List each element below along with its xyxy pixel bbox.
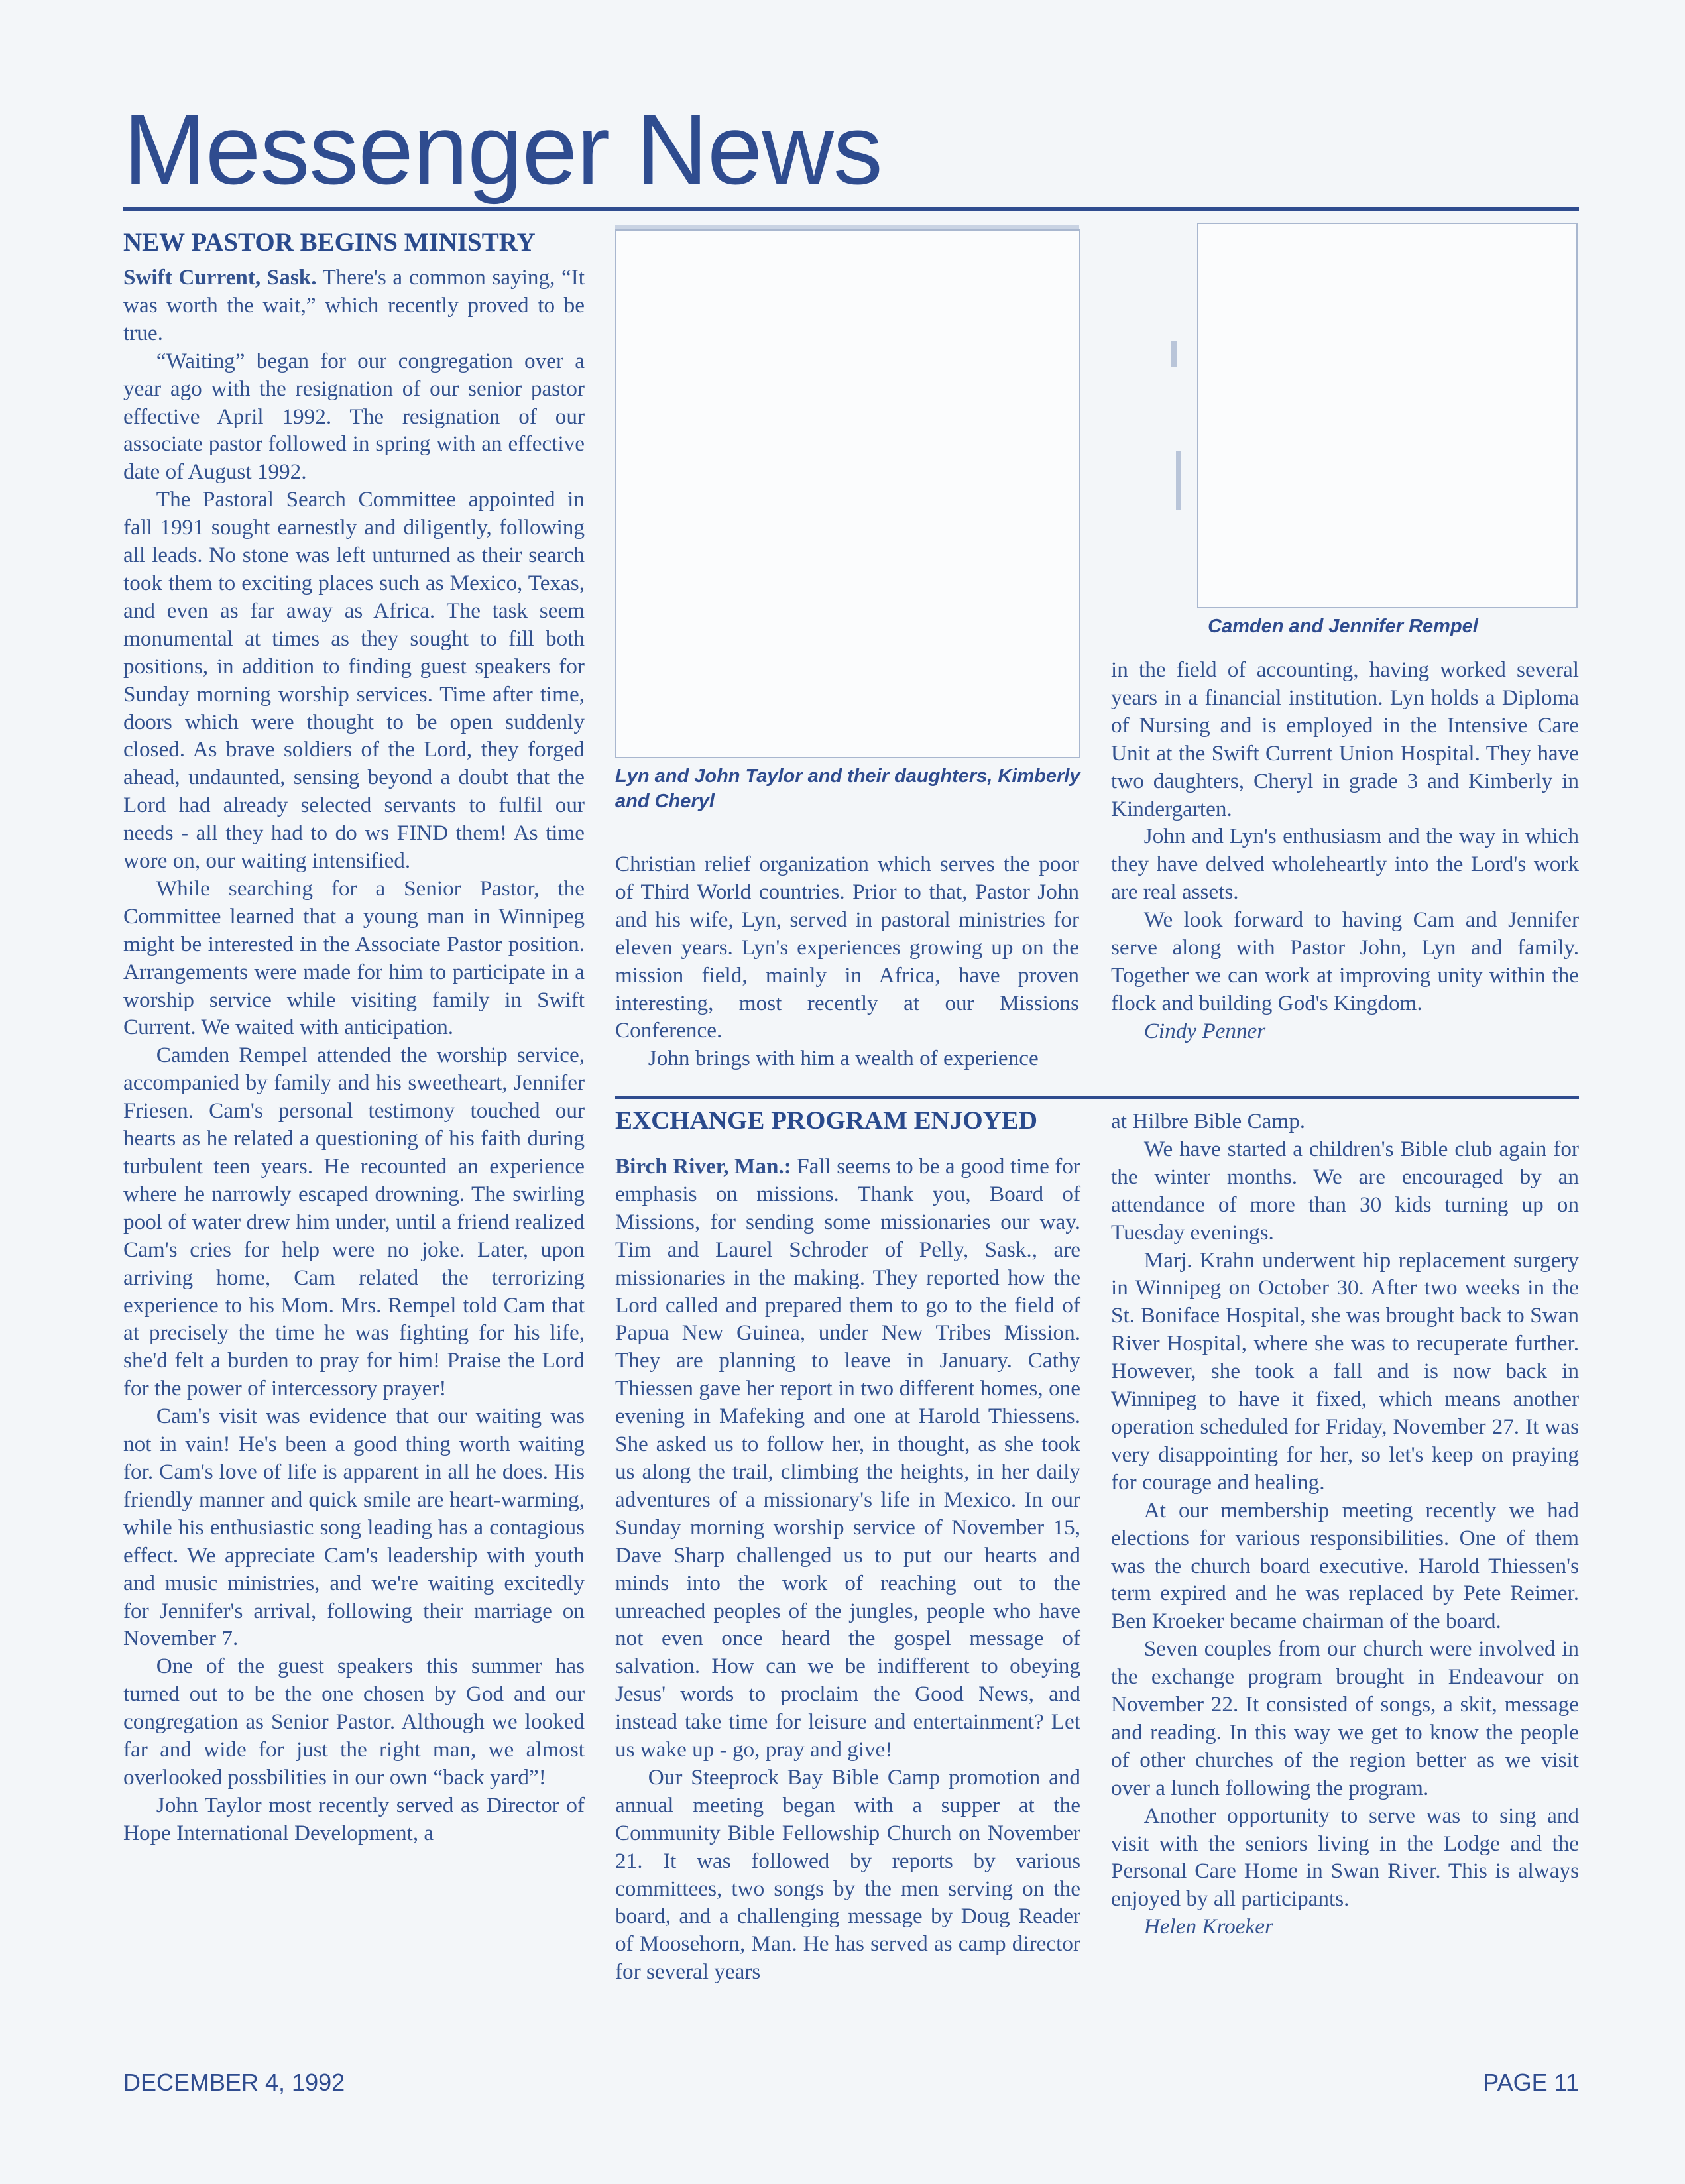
article1-column2	[615, 850, 1079, 1072]
article2-column3	[1111, 1108, 1579, 1941]
photo2-caption: Camden and Jennifer Rempel	[1208, 616, 1478, 637]
article1-headline: NEW PASTOR BEGINS MINISTRY	[123, 228, 536, 257]
photo-taylor-family	[615, 229, 1080, 758]
article2-paragraph: Seven couples from our church were involved in the exchange program brought in Endeavour on November 22. It consisted of songs, a skit, message and reading. In this way we get to know the people of other churches of the region better as we visit over a lunch following the program.	[1111, 1637, 1579, 1800]
article-divider-rule	[615, 1096, 1579, 1099]
article2-signature: Helen Kroeker	[1143, 1914, 1273, 1939]
footer-page-number: PAGE 11	[1483, 2069, 1579, 2096]
article2-dateline: Birch River, Man.:	[615, 1154, 791, 1178]
article1-paragraph: John Taylor most recently served as Director of Hope International Development, a	[123, 1792, 585, 1845]
article1-paragraph: Camden Rempel attended the worship service, accompanied by family and his sweetheart, Jennifer Friesen. Cam's personal testimony touched our hearts as he related a questioning of his faith during turbulent teen years. He recounted an experience where he narrowly escaped drowning. The swirling pool of water drew him under, until a friend realized Cam's cries for help were no joke. Later, upon arriving home, Cam related the terrorizing experience to his Mom. Mrs. Rempel told Cam that at precisely the time he was fighting for his life, she'd felt a burden to pray for him! Praise the Lord for the power of intercessory prayer!	[123, 1043, 585, 1401]
article2-paragraph: Another opportunity to serve was to sing and visit with the seniors living in the Lodge and the Personal Care Home in Swan River. This is always enjoyed by all participants.	[1111, 1803, 1579, 1912]
article1-paragraph: John brings with him a wealth of experience	[648, 1046, 1039, 1071]
article1-paragraph: John and Lyn's enthusiasm and the way in which they have delved wholeheartly into the Lord's work are real assets.	[1111, 824, 1579, 905]
article1-paragraph: While searching for a Senior Pastor, the Committee learned that a young man in Winnipeg might be interested in the Associate Pastor position. Arrangements were made for him to participate in a worship service while visiting family in Swift Current. We waited with anticipation.	[123, 876, 585, 1040]
article1-paragraph: Christian relief organization which serves the poor of Third World countries. Prior to that, Pastor John and his wife, Lyn, served in pastoral ministries for eleven years. Lyn's experiences growing up on the mission field, mainly in Africa, have proven interesting, most recently at our Missions Conference.	[615, 852, 1079, 1043]
photo-rempel-couple	[1197, 223, 1578, 608]
article2-headline: EXCHANGE PROGRAM ENJOYED	[615, 1106, 1038, 1135]
photo2-edge-mark	[1176, 451, 1181, 510]
article2-paragraph	[615, 1153, 1080, 1764]
article1-paragraph: in the field of accounting, having worked several years in a financial institution. Lyn holds a Diploma of Nursing and is employed in the Intensive Care Unit at the Swift Current Union Hospital. They have two daughters, Cheryl in grade 3 and Kimberly in Kindergarten.	[1111, 658, 1579, 821]
article1-column3	[1111, 656, 1579, 1045]
masthead-rule	[123, 207, 1579, 211]
masthead: Messenger News	[123, 93, 882, 205]
article2-paragraph: at Hilbre Bible Camp.	[1111, 1109, 1306, 1133]
article2-paragraph-text: Fall seems to be a good time for emphasis on missions. Thank you, Board of Missions, for sending some missionaries our way. Tim and Laurel Schroder of Pelly, Sask., are missionaries in the making. They reported how the Lord called and prepared them to go to the field of Papua New Guinea, under New Tribes Mission. They are planning to leave in January. Cathy Thiessen gave her report in two different homes, one evening in Mafeking and one at Harold Thiessens. She asked us to follow her, in thought, as she took us along the trail, climbing the heights, in her daily adventures of a missionary's life in Mexico. In our Sunday morning worship service of November 15, Dave Sharp challenged us to put our hearts and minds into the work of reaching out to the unreached peoples of the jungles, people who have not even once heard the gospel message of salvation. How can we be indifferent to obeying Jesus' words to proclaim the Good News, and instead take time for leisure and entertainment? Let us wake up - go, pray and give!	[615, 1154, 1081, 1762]
photo1-caption: Lyn and John Taylor and their daughters, Kimberly and Cheryl	[615, 766, 1080, 812]
article1-signature: Cindy Penner	[1143, 1018, 1266, 1043]
article1-dateline: Swift Current, Sask.	[123, 265, 317, 290]
article2-paragraph: At our membership meeting recently we had elections for various responsibilities. One of them was the church board executive. Harold Thiessen's term expired and he was replaced by Pete Reimer. Ben Kroeker became chairman of the board.	[1111, 1497, 1579, 1634]
article1-column1	[123, 227, 585, 1847]
article2-column2	[615, 1105, 1080, 1986]
photo2-edge-mark	[1171, 341, 1177, 367]
article1-paragraph: “Waiting” began for our congregation over a year ago with the resignation of our senior pastor effective April 1992. The resignation of our associate pastor followed in spring with an effective date of August 1992.	[123, 348, 585, 485]
article2-paragraph: We have started a children's Bible club again for the winter months. We are encouraged by an attendance of more than 30 kids turning up on Tuesday evenings.	[1111, 1136, 1579, 1245]
article1-paragraph-text: There's a common saying, “It was worth the wait,” which recently proved to be true.	[123, 265, 585, 345]
article2-paragraph: Marj. Krahn underwent hip replacement surgery in Winnipeg on October 30. After two weeks in the St. Boniface Hospital, she was brought back to Swan River Hospital, where she was to recuperate further. However, she took a fall and is now back in Winnipeg to have it fixed, which means another operation scheduled for Friday, November 27. It was very disappointing for her, so let's keep on praying for courage and healing.	[1111, 1247, 1579, 1495]
article1-paragraph: Cam's visit was evidence that our waiting was not in vain! He's been a good thing worth waiting for. Cam's love of life is apparent in all he does. His friendly manner and quick smile are heart-warming, while his enthusiastic song leading has a contagious effect. We appreciate Cam's leadership with youth and music ministries, and we're waiting excitedly for Jennifer's arrival, following their marriage on November 7.	[123, 1404, 585, 1651]
article1-paragraph: One of the guest speakers this summer has turned out to be the one chosen by God and our congregation as Senior Pastor. Although we looked far and wide for just the right man, we almost overlooked possbilities in our own “back yard”!	[123, 1654, 585, 1790]
article1-paragraph: We look forward to having Cam and Jennifer serve along with Pastor John, Lyn and family. Together we can work at improving unity within the flock and building God's Kingdom.	[1111, 907, 1579, 1015]
article1-paragraph	[123, 264, 585, 347]
article2-paragraph: Our Steeprock Bay Bible Camp promotion and annual meeting began with a supper at the Community Bible Fellowship Church on November 21. It was followed by reports by various committees, two songs by the men serving on the board, and a challenging message by Doug Reader of Moosehorn, Man. He has served as camp director for several years	[615, 1764, 1080, 1984]
footer-date: DECEMBER 4, 1992	[123, 2069, 345, 2096]
article1-paragraph: The Pastoral Search Committee appointed in fall 1991 sought earnestly and diligently, following all leads. No stone was left unturned as their search took them to exciting places such as Mexico, Texas, and even as far away as Africa. The task seem monumental at times as they sought to fill both positions, in addition to finding guest speakers for Sunday morning worship services. Time after time, doors which were thought to be open suddenly closed. As brave soldiers of the Lord, they forged ahead, undaunted, sensing beyond a doubt that the Lord had already selected servants to fulfil our needs - all they had to do ws FIND them! As time wore on, our waiting intensified.	[123, 487, 585, 874]
